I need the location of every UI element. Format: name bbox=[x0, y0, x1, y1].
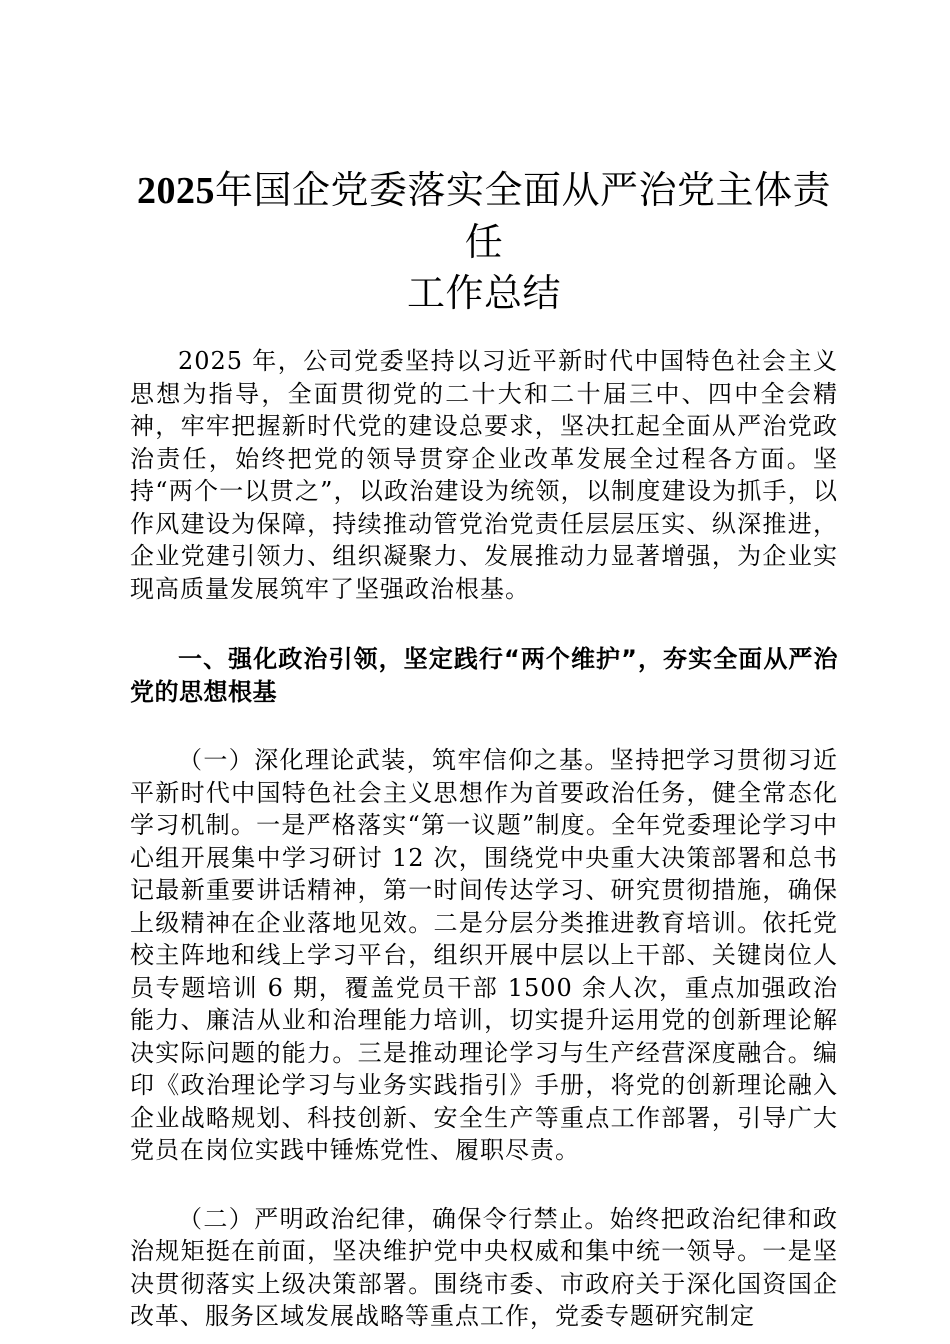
title-line2-text: 工作总结 bbox=[406, 271, 561, 315]
document-page bbox=[130, 165, 838, 1333]
section-1-heading: 一、强化政治引领，坚定践行“两个维护”，夯实全面从严治党的思想根基 bbox=[130, 645, 838, 706]
title-year: 2025 bbox=[136, 170, 215, 212]
intro-paragraph: 2025 年，公司党委坚持以习近平新时代中国特色社会主义思想为指导，全面贯彻党的二十大和二十届三中、四中全会精神，牢牢把握新时代党的建设总要求，坚决扛起全面从严治党政治责任，始终把党的领导贯穿企业改革发展全过程各方面。坚持“两个一以贯之”，以政治建设为统领，以制度建设为抓手，以作风建设为保障，持续推动管党治党责任层层压实、纵深推进，企业党建引领力、组织凝聚力、发展推动力显著增强，为企业实现高质量发展筑牢了坚强政治根基。 bbox=[130, 347, 838, 603]
title-line1-text: 年国企党委落实全面从严治党主体责任 bbox=[214, 168, 831, 264]
section-1-paragraph-1: （一）深化理论武装，筑牢信仰之基。坚持把学习贯彻习近平新时代中国特色社会主义思想作为首要政治任务，健全常态化学习机制。一是严格落实“第一议题”制度。全年党委理论学习中心组开展集中学习研讨 12 次，围绕党中央重大决策部署和总书记最新重要讲话精神，第一时间传达学习、研究贯彻措施，确保上级精神在企业落地见效。二是分层分类推进教育培训。依托党校主阵地和线上学习平台，组织开展中层以上干部、关键岗位人员专题培训 6 期，覆盖党员干部 1500 余人次，重点加强政治能力、廉洁从业和治理能力培训，切实提升运用党的创新理论解决实际问题的能力。三是推动理论学习与生产经营深度融合。编印《政治理论学习与业务实践指引》手册，将党的创新理论融入企业战略规划、科技创新、安全生产等重点工作部署，引导广大党员在岗位实践中锤炼党性、履职尽责。 bbox=[130, 746, 838, 1164]
document-title bbox=[130, 165, 838, 319]
section-1-paragraph-2: （二）严明政治纪律，确保令行禁止。始终把政治纪律和政治规矩挺在前面，坚决维护党中央权威和集中统一领导。一是坚决贯彻落实上级决策部署。围绕市委、市政府关于深化国资国企改革、服务区域发展战略等重点工作，党委专题研究制定 bbox=[130, 1204, 838, 1330]
